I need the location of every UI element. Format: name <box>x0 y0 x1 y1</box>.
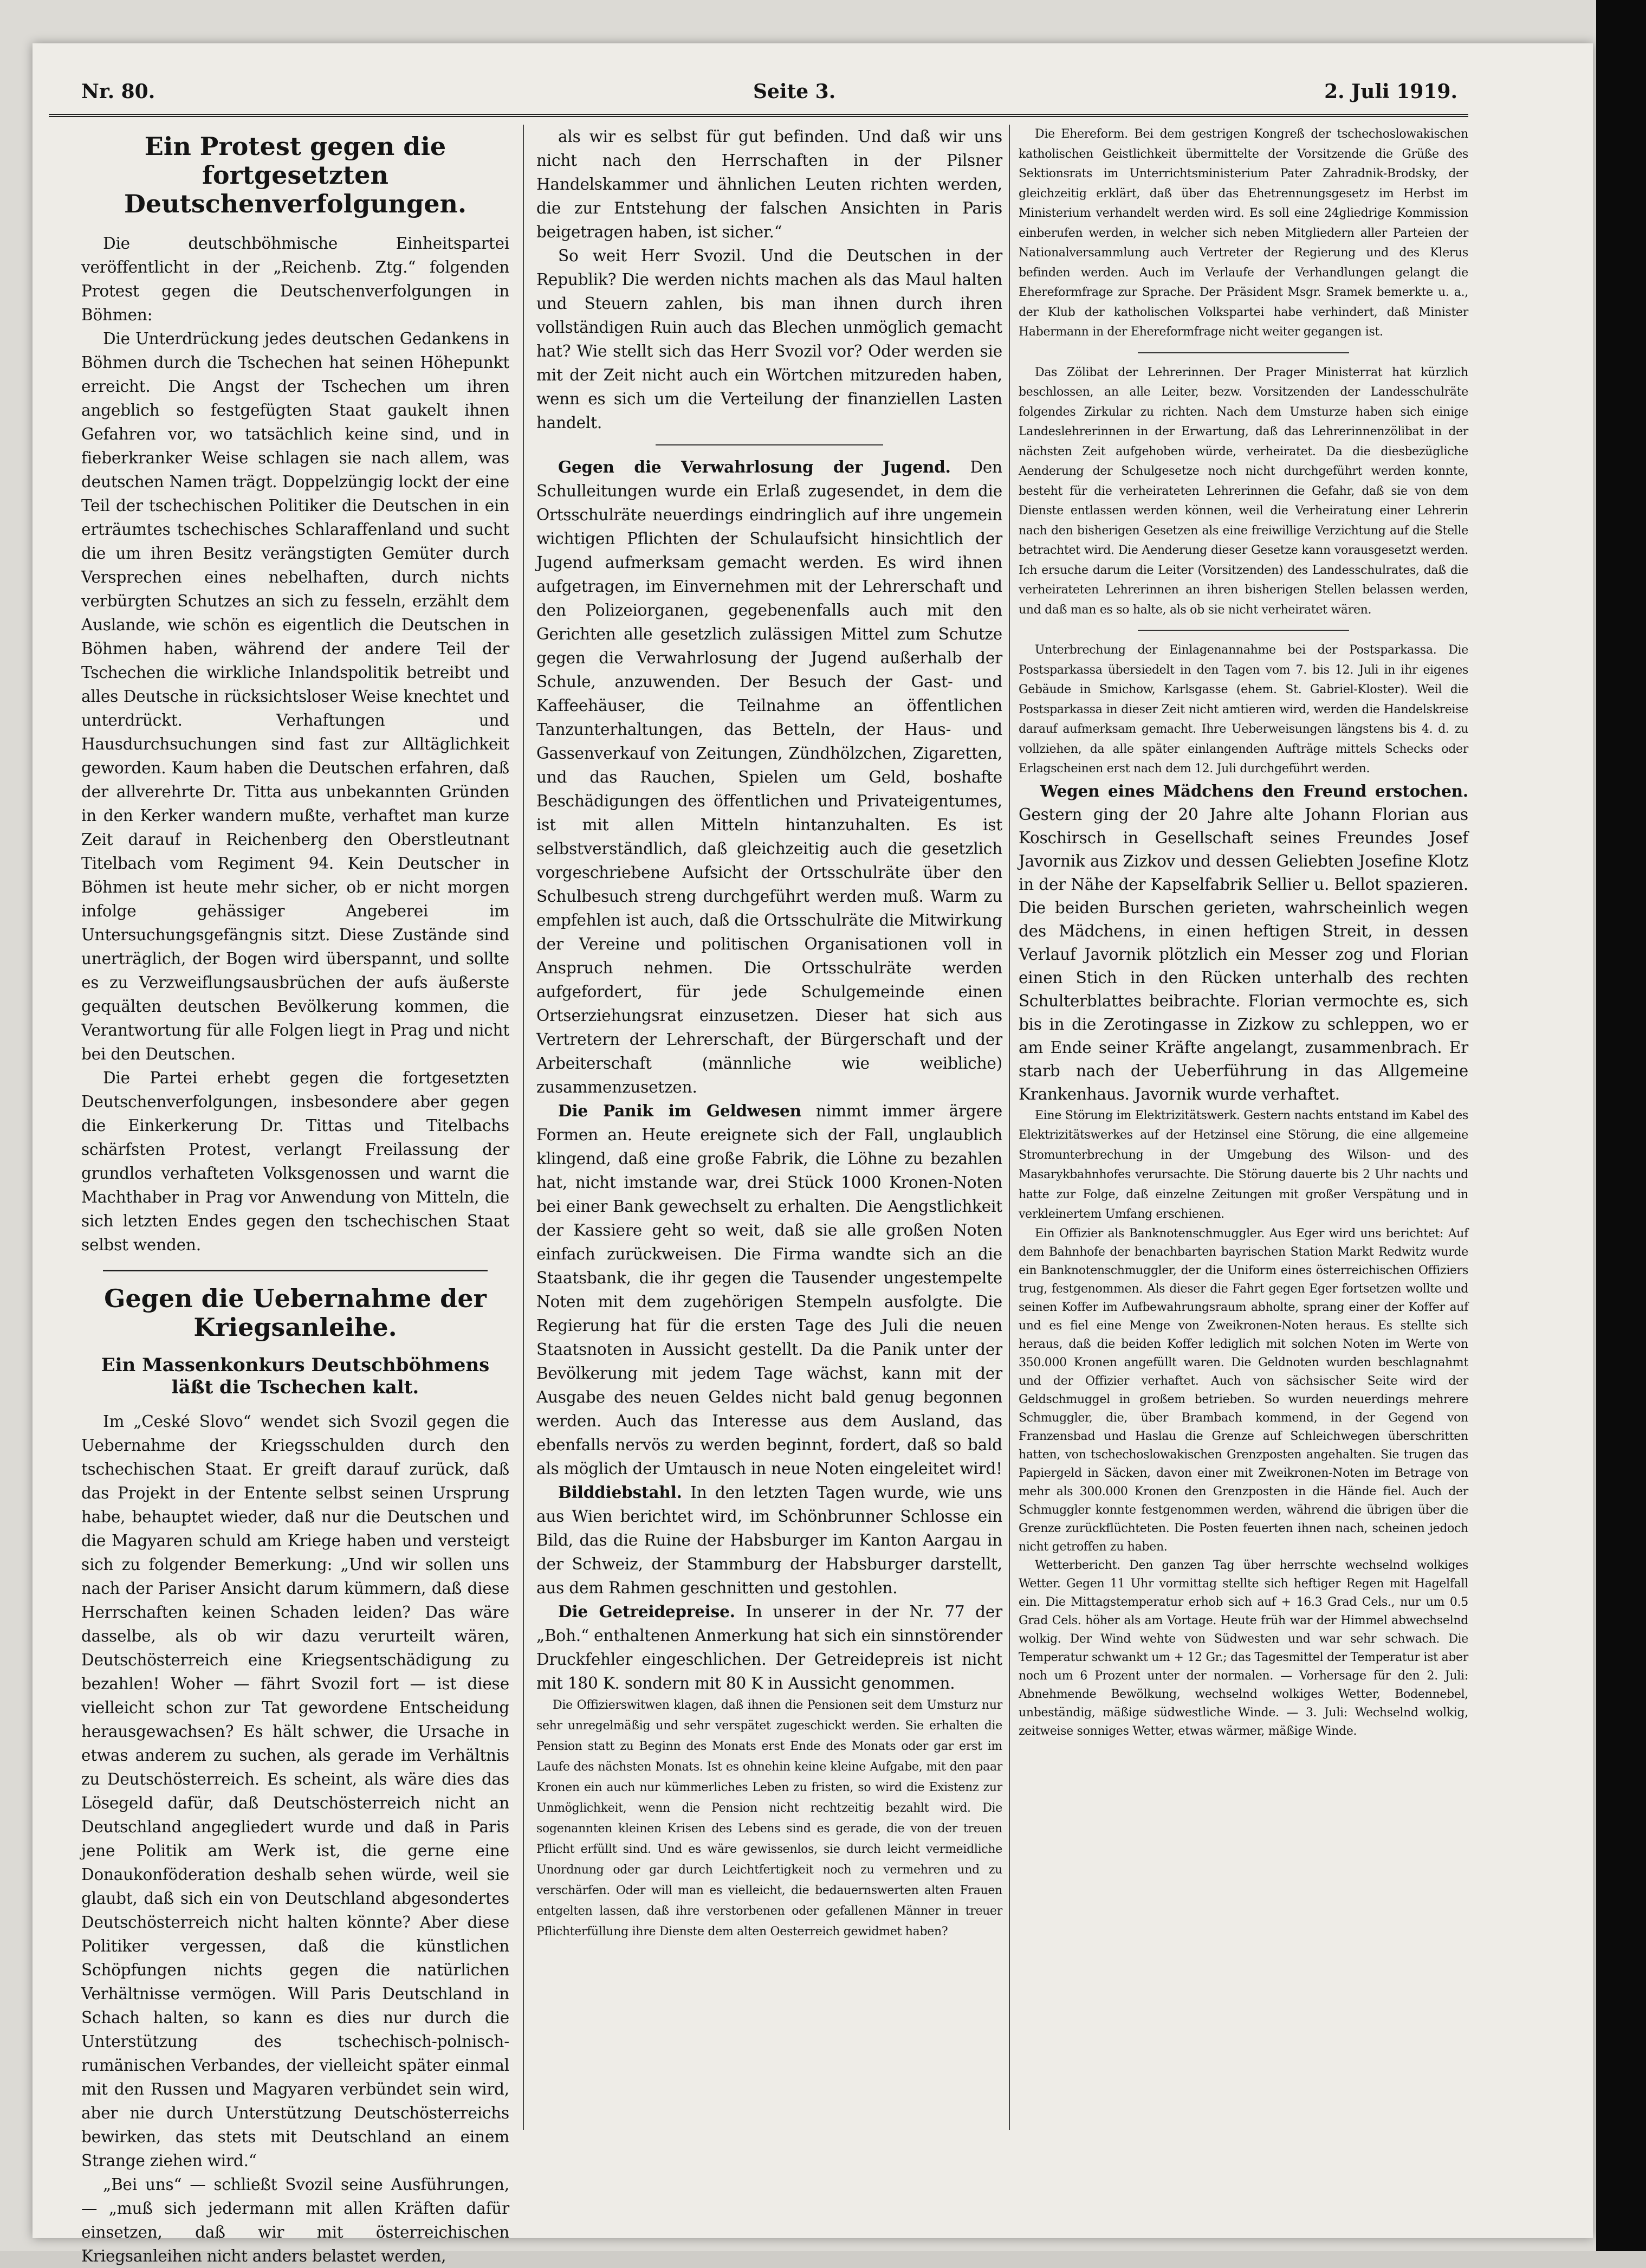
news-item-wetterbericht: Wetterbericht. Den ganzen Tag über herrschte wechselnd wolkiges Wetter. Gegen 11 Uhr vormittag stellte sich heftiger Regen mit Hagelfall ein. Die Mittagstemperatur erhob sich auf + 16.3 Grad Cels., nur um 0.5 Grad Cels. höher als am Vortage. Heute früh war der Himmel abwechselnd wolkig. Der Wind wehte von Südwesten und war sehr schwach. Die Temperatur schwankt um + 12 Gr.; das Tagesmittel der Temperatur ist aber noch um 6 Prozent unter der normalen. — Vorhersage für den 2. Juli: Abnehmende Bewölkung, wechselnd wolkiges Wetter, Bodennebel, unbeständig, mäßige südwestliche Winde. — 3. Juli: Wechselnd wolkig, zeitweise sonniges Wetter, etwas wärmer, mäßige Winde. <box>1019 1558 1468 1738</box>
news-item-text: In unserer in der Nr. 77 der „Boh.“ enthaltenen Anmerkung hat sich ein sinnstörender Druckfehler eingeschlichen. Der Getreidepreis ist nicht mit 180 K. sondern mit 80 K in Aussicht genommen. <box>536 1603 1002 1692</box>
column-1 <box>81 125 509 2266</box>
article-paragraph: Im „Ceské Slovo“ wendet sich Svozil gegen die Uebernahme der Kriegsschulden durch den tschechischen Staat. Er greift darauf zurück, daß das Projekt in der Entente selbst seinen Ursprung habe, behauptet wieder, daß nur die Deutschen und die Magyaren schuld am Kriege haben und versteigt sich zu folgender Bemerkung: „Und wir sollen uns nach der Pariser Ansicht darum kümmern, daß diese Herrschaften keinen Schaden leiden? Das wäre dasselbe, als ob wir dazu verurteilt wären, Deutschösterreich eine Kriegsentschädigung zu bezahlen! Woher — fährt Svozil fort — ist diese vielleicht schon zur Tat gewordene Entscheidung herausgewachsen? Es hält schwer, die Ursache in etwas anderem zu suchen, als gerade im Verhältnis zu Deutschösterreich. Es scheint, als wäre dies das Lösegeld dafür, daß Deutschösterreich nicht an Deutschland angegliedert wurde und daß in Paris jene Politik am Werk ist, die gerne eine Donaukonföderation deshalb sehen würde, weil sie glaubt, daß sich ein von Deutschland abgesondertes Deutschösterreich nicht halten könnte? Aber diese Politiker vergessen, daß die künstlichen Schöpfungen nichts gegen die natürlichen Verhältnisse vermögen. Will Paris Deutschland in Schach halten, so kann es dies nur durch die Unterstützung des tschechisch-polnisch-rumänischen Verbandes, der vielleicht später einmal mit den Russen und Magyaren verbündet sein wird, aber nie durch Unterstützung Deutschösterreichs bewirken, das stets mit Deutschland an einem Strange ziehen wird.“ <box>81 1412 509 2170</box>
article-paragraph: So weit Herr Svozil. Und die Deutschen in der Republik? Die werden nichts machen als das Maul halten und Steuern zahlen, bis man ihnen durch ihren vollständigen Ruin auch das Blechen unmöglich gemacht hat? Wie stellt sich das Herr Svozil vor? Oder werden sie mit der Zeit nicht auch ein Wörtchen mitzureden haben, wenn es sich um die Verteilung der finanziellen Lasten handelt. <box>536 247 1002 432</box>
issue-number: Nr. 80. <box>81 80 155 103</box>
article-divider <box>103 1270 488 1271</box>
article-subheadline: Ein Massenkonkurs Deutschböhmens läßt die Tschechen kalt. <box>101 1354 490 1399</box>
article-divider <box>1138 630 1349 631</box>
news-item-maedchen <box>1019 779 1468 1106</box>
issue-date: 2. Juli 1919. <box>1324 80 1457 103</box>
news-item-text: nimmt immer ärgere Formen an. Heute ereignete sich der Fall, unglaublich klingend, daß eine große Fabrik, die Löhne zu bezahlen hat, nicht imstande war, drei Stück 1000 Kronen-Noten bei einer Bank gewechselt zu erhalten. Die Aengstlichkeit der Kassiere geht so weit, daß sie alle großen Noten einfach zurückweisen. Die Firma wandte sich an die Staatsbank, die ihr gegen die Tausender ungestempelte Noten mit dem zugehörigen Stempeln ausfolgte. Die Regierung hat für die ersten Tage des Juli die neuen Staatsnoten in Aussicht gestellt. Da die Panik unter der Bevölkerung mit jedem Tage wächst, kann mit der Ausgabe des neuen Geldes nicht bald genug begonnen werden. Auch das Interesse aus dem Ausland, das ebenfalls nervös zu werden beginnt, fordert, daß so bald als möglich der Umtausch in neue Noten eingeleitet wird! <box>536 1102 1002 1478</box>
column-rule <box>1009 125 1010 2130</box>
article-paragraph: Die Unterdrückung jedes deutschen Gedankens in Böhmen durch die Tschechen hat seinen Höhepunkt erreicht. Die Angst der Tschechen um ihren angeblich so festgefügten Staat gaukelt ihnen Gefahren vor, wo tatsächlich keine sind, und in fieberkranker Weise schlagen sie nach allem, was deutschen Namen trägt. Doppelzüngig lockt der eine Teil der tschechischen Politiker die Deutschen in ein erträumtes tschechisches Schlaraffenland und sucht die um ihren Besitz verängstigten Gemüter durch Versprechen eines nebelhaften, durch nichts verbürgten Schutzes an sich zu fesseln, erzählt dem Auslande, wie schön es eigentlich die Deutschen in Böhmen haben, während der andere Teil der Tschechen die wirkliche Inlandspolitik betreibt und alles Deutsche in rücksichtsloser Weise knechtet und unterdrückt. Verhaftungen und Hausdurchsuchungen sind fast zur Alltäglichkeit geworden. Kaum haben die Deutschen erfahren, daß der allverehrte Dr. Titta aus unbekannten Gründen in den Kerker wandern mußte, verhaftet man kurze Zeit darauf in Reichenberg den Oberstleutnant Titelbach vom Regiment 94. Kein Deutscher in Böhmen ist heute mehr sicher, ob er nicht morgen infolge gehässiger Angeberei im Untersuchungsgefängnis sitzt. Diese Zustände sind unerträglich, der Bogen wird überspannt, und sollte es zu Verzweiflungsausbrüchen der aufs äußerste gequälten deutschen Bevölkerung kommen, die Verantwortung für alle Folgen liegt in Prag und nicht bei den Deutschen. <box>81 329 509 1063</box>
scan-black-edge <box>1596 0 1646 2251</box>
news-item-panik <box>536 1099 1002 1481</box>
news-item-ehereform: Die Ehereform. Bei dem gestrigen Kongreß der tschechoslowakischen katholischen Geistlichkeit übermittelte der Vorsitzende die Grüße des Sektionsrats im Unterrichtsministerium Pater Zahradnik-Brodsky, der gleichzeitig erklärt, daß über das Ehetrennungsgesetz im Herbst im Ministerium verhandelt werden wird. Es soll eine 24gliedrige Kommission einberufen werden, in welcher sich neben Mitgliedern aller Parteien der Nationalversammlung auch Vertreter der Regierung und des Klerus befinden werden. Auch im Verlaufe der Verhandlungen gelangt die Ehereformfrage zur Sprache. Der Präsident Msgr. Sramek bemerkte u. a., der Klub der katholischen Volkspartei habe verhindert, daß Minister Habermann in der Ehereformfrage nicht weiter gegangen ist. <box>1019 127 1468 339</box>
article-paragraph: Die Partei erhebt gegen die fortgesetzten Deutschenverfolgungen, insbesondere aber gegen die Einkerkerung Dr. Tittas und Titelbachs schärfsten Protest, verlangt Freilassung der grundlos verhafteten Volksgenossen und warnt die Machthaber in Prag vor Anwendung von Mitteln, die sich letzten Endes gegen den tschechischen Staat selbst wenden. <box>81 1068 509 1254</box>
page-header <box>49 76 1468 117</box>
article-paragraph: als wir es selbst für gut befinden. Und daß wir uns nicht nach den Herrschaften in der Pilsner Handelskammer und ähnlichen Leuten richten werden, die zur Entstehung der falschen Ansichten in Paris beigetragen haben, ist sicher.“ <box>536 127 1002 241</box>
news-item-text: Den Schulleitungen wurde ein Erlaß zugesendet, in dem die Ortsschulräte neuerdings eindringlich auf ihre ungemein wichtigen Pflichten der Schulaufsicht hinsichtlich der Jugend aufmerksam gemacht werden. Es wird ihnen aufgetragen, im Einvernehmen mit der Lehrerschaft und den Polizeiorganen, gegebenenfalls auch mit den Gerichten alle gesetzlich zulässigen Mittel zum Schutze gegen die Verwahrlosung der Jugend außerhalb der Schule, anzuwenden. Der Besuch der Gast- und Kaffeehäuser, die Teilnahme an öffentlichen Tanzunterhaltungen, das Betteln, der Haus- und Gassenverkauf von Zeitungen, Zündhölzchen, Zigaretten, und das Rauchen, Spielen um Geld, boshafte Beschädigungen des öffentlichen und Privateigentumes, ist mit allen Mitteln hintanzuhalten. Es ist selbstverständlich, daß gleichzeitig auch die gesetzlich vorgeschriebene Aufsicht der Ortsschulräte über den Schulbesuch streng durchgeführt werden muß. Warm zu empfehlen ist auch, daß die Ortsschulräte die Mitwirkung der Vereine und politischen Organisationen voll in Anspruch nehmen. Die Ortsschulräte werden aufgefordert, für jede Schulgemeinde einen Ortserziehungsrat einzusetzen. Dieser hat sich aus Vertretern der Lehrerschaft, der Bürgerschaft und der Arbeiterschaft (männliche wie weibliche) zusammenzusetzen. <box>536 458 1002 1096</box>
news-item-stoerung: Eine Störung im Elektrizitätswerk. Gestern nachts entstand im Kabel des Elektrizitätswerkes auf der Hetzinsel eine Störung, die eine allgemeine Stromunterbrechung in der Umgebung des Wilson- und des Masarykbahnhofes verursachte. Die Störung dauerte bis 2 Uhr nachts und hatte zur Folge, daß einzelne Zeitungen mit großer Verspätung und in verkleinertem Umfang erschienen. <box>1019 1108 1468 1221</box>
article-paragraph: Die deutschböhmische Einheitspartei veröffentlicht in der „Reichenb. Ztg.“ folgenden Protest gegen die Deutschenverfolgungen in Böhmen: <box>81 234 509 324</box>
news-item-postsparkassa: Unterbrechung der Einlagenannahme bei der Postsparkassa. Die Postsparkassa übersiedelt in den Tagen vom 7. bis 12. Juli in ihr eigenes Gebäude in Smichow, Karlsgasse (ehem. St. Gabriel-Kloster). Weil die Postsparkassa in dieser Zeit nicht amtieren wird, werden die Handelskreise darauf aufmerksam gemacht. Ihre Ueberweisungen längstens bis 4. d. zu vollziehen, da alle später einlangenden Aufträge mittels Schecks oder Erlagscheinen erst nach dem 12. Juli durchgeführt werden. <box>1019 643 1468 776</box>
news-item-lead: Wegen eines Mädchens den Freund erstochen. <box>1040 781 1468 800</box>
news-item-jugend <box>536 455 1002 1099</box>
news-item-bilddiebstahl <box>536 1481 1002 1600</box>
news-item-zoelibat: Das Zölibat der Lehrerinnen. Der Prager Ministerrat hat kürzlich beschlossen, an alle Leiter, bezw. Vorsitzenden der Landesschulräte folgendes Zirkular zu richten. Nach dem Umsturze haben sich einige Landeslehrerinnen in der Erwartung, daß das Lehrerinnenzölibat in der nächsten Zeit aufgehoben würde, verheiratet. Da die diesbezügliche Aenderung der Schulgesetze noch nicht durchgeführt werden konnte, besteht für die verheirateten Lehrerinnen die Gefahr, daß sie von dem Dienste entlassen werden können, weil die Verheiratung einer Lehrerin nach den bisherigen Gesetzen als eine freiwillige Verzichtung auf die Stelle betrachtet wird. Die Aenderung dieser Gesetze kann vorausgesetzt werden. Ich ersuche darum die Leiter (Vorsitzenden) des Landesschulrates, daß die verheirateten Lehrerinnen an ihren bisherigen Stellen belassen werden, und daß man es so halte, als ob sie nicht verheiratet wären. <box>1019 365 1468 617</box>
column-3 <box>1019 125 1468 2130</box>
news-item-lead: Die Getreidepreise. <box>558 1602 735 1621</box>
news-item-getreide <box>536 1600 1002 1695</box>
column-rule <box>523 125 524 2130</box>
article-divider <box>656 444 883 445</box>
news-item-lead: Bilddiebstahl. <box>558 1483 682 1502</box>
news-item-offizier: Ein Offizier als Banknotenschmuggler. Aus Eger wird uns berichtet: Auf dem Bahnhofe der benachbarten bayrischen Station Markt Redwitz wurde ein Banknotenschmuggler, der die Uniform eines österreichischen Offiziers trug, festgenommen. Als dieser die Fahrt gegen Eger fortsetzen wollte und seinen Koffer im Aufbewahrungsraum abholte, sprang einer der Koffer auf und es fiel eine Menge von Zweikronen-Noten heraus. Es stellte sich heraus, daß die beiden Koffer lediglich mit solchen Noten im Werte von 350.000 Kronen angefüllt waren. Die Geldnoten wurden beschlagnahmt und der Offizier verhaftet. Auch von sächsischer Seite wird der Geldschmuggel in großem betrieben. So wurden neuerdings mehrere Schmuggler, die, über Brambach kommend, in der Gegend von Franzensbad und Haslau die Grenze auf Schleichwegen überschritten hatten, von tschechoslowakischen Grenzposten angehalten. Sie trugen das Papiergeld in Säcken, davon einer mit Zweikronen-Noten im Betrage von mehr als 300.000 Kronen den Grenzposten in die Hände fiel. Auch der Schmuggler konnte festgenommen werden, während die übrigen über die Grenze zurückflüchteten. Die Posten feuerten ihnen nach, scheinen jedoch nicht getroffen zu haben. <box>1019 1226 1468 1554</box>
news-item-text: Gestern ging der 20 Jahre alte Johann Florian aus Koschirsch in Gesellschaft seines Freundes Josef Javornik aus Zizkov und dessen Geliebten Josefine Klotz in der Nähe der Kapselfabrik Sellier u. Bellot spazieren. Die beiden Burschen gerieten, wahrscheinlich wegen des Mädchens, in einen heftigen Streit, in dessen Verlauf Javornik plötzlich ein Messer zog und Florian einen Stich in den Rücken unterhalb des rechten Schulterblattes beibrachte. Florian vermochte es, sich bis in die Zerotingasse in Zizkow zu schleppen, wo er am Ende seiner Kräfte angelangt, zusammenbrach. Er starb nach der Ueberführung in das Allgemeine Krankenhaus. Javornik wurde verhaftet. <box>1019 805 1468 1103</box>
news-item-lead: Die Panik im Geldwesen <box>558 1101 801 1120</box>
news-item-lead: Gegen die Verwahrlosung der Jugend. <box>558 457 951 476</box>
page-number: Seite 3. <box>753 80 836 103</box>
article-divider <box>1138 352 1349 353</box>
column-2 <box>536 125 1002 2119</box>
news-item-witwen: Die Offizierswitwen klagen, daß ihnen die Pensionen seit dem Umsturz nur sehr unregelmäßig und sehr verspätet zugeschickt werden. Sie erhalten die Pension statt zu Beginn des Monats erst Ende des Monats oder gar erst im Laufe des nächsten Monats. Ist es ohnehin keine kleine Aufgabe, mit den paar Kronen ein auch nur kümmerliches Leben zu fristen, so wird die Existenz zur Unmöglichkeit, wenn die Pension nicht rechtzeitig bezahlt wird. Die sogenannten kleinen Krisen des Lebens sind es gerade, die von der treuen Pflicht erfüllt sind. Und es wäre gewissenlos, sie durch leicht vermeidliche Unordnung oder gar durch Leichtfertigkeit noch zu vermehren und zu verschärfen. Oder will man es vielleicht, die bedauernswerten alten Frauen entgelten lassen, daß ihre verstorbenen oder gefallenen Männer in treuer Pflichterfüllung ihre Dienste dem alten Oesterreich gewidmet haben? <box>536 1698 1002 1939</box>
article-headline: Gegen die Uebernahme der Kriegsanleihe. <box>104 1283 487 1342</box>
news-item-text: In den letzten Tagen wurde, wie uns aus Wien berichtet wird, im Schönbrunner Schlosse ein Bild, das die Ruine der Habsburger im Kanton Aargau in der Schweiz, der Stammburg der Habsburger darstellt, aus dem Rahmen geschnitten und gestohlen. <box>536 1483 1002 1597</box>
article-paragraph: „Bei uns“ — schließt Svozil seine Ausführungen, — „muß sich jedermann mit allen Kräften dafür einsetzen, daß wir mit österreichischen Kriegsanleihen nicht anders belastet werden, <box>81 2175 509 2266</box>
article-headline: Ein Protest gegen die fortgesetzten Deutschenverfolgungen. <box>124 132 467 218</box>
